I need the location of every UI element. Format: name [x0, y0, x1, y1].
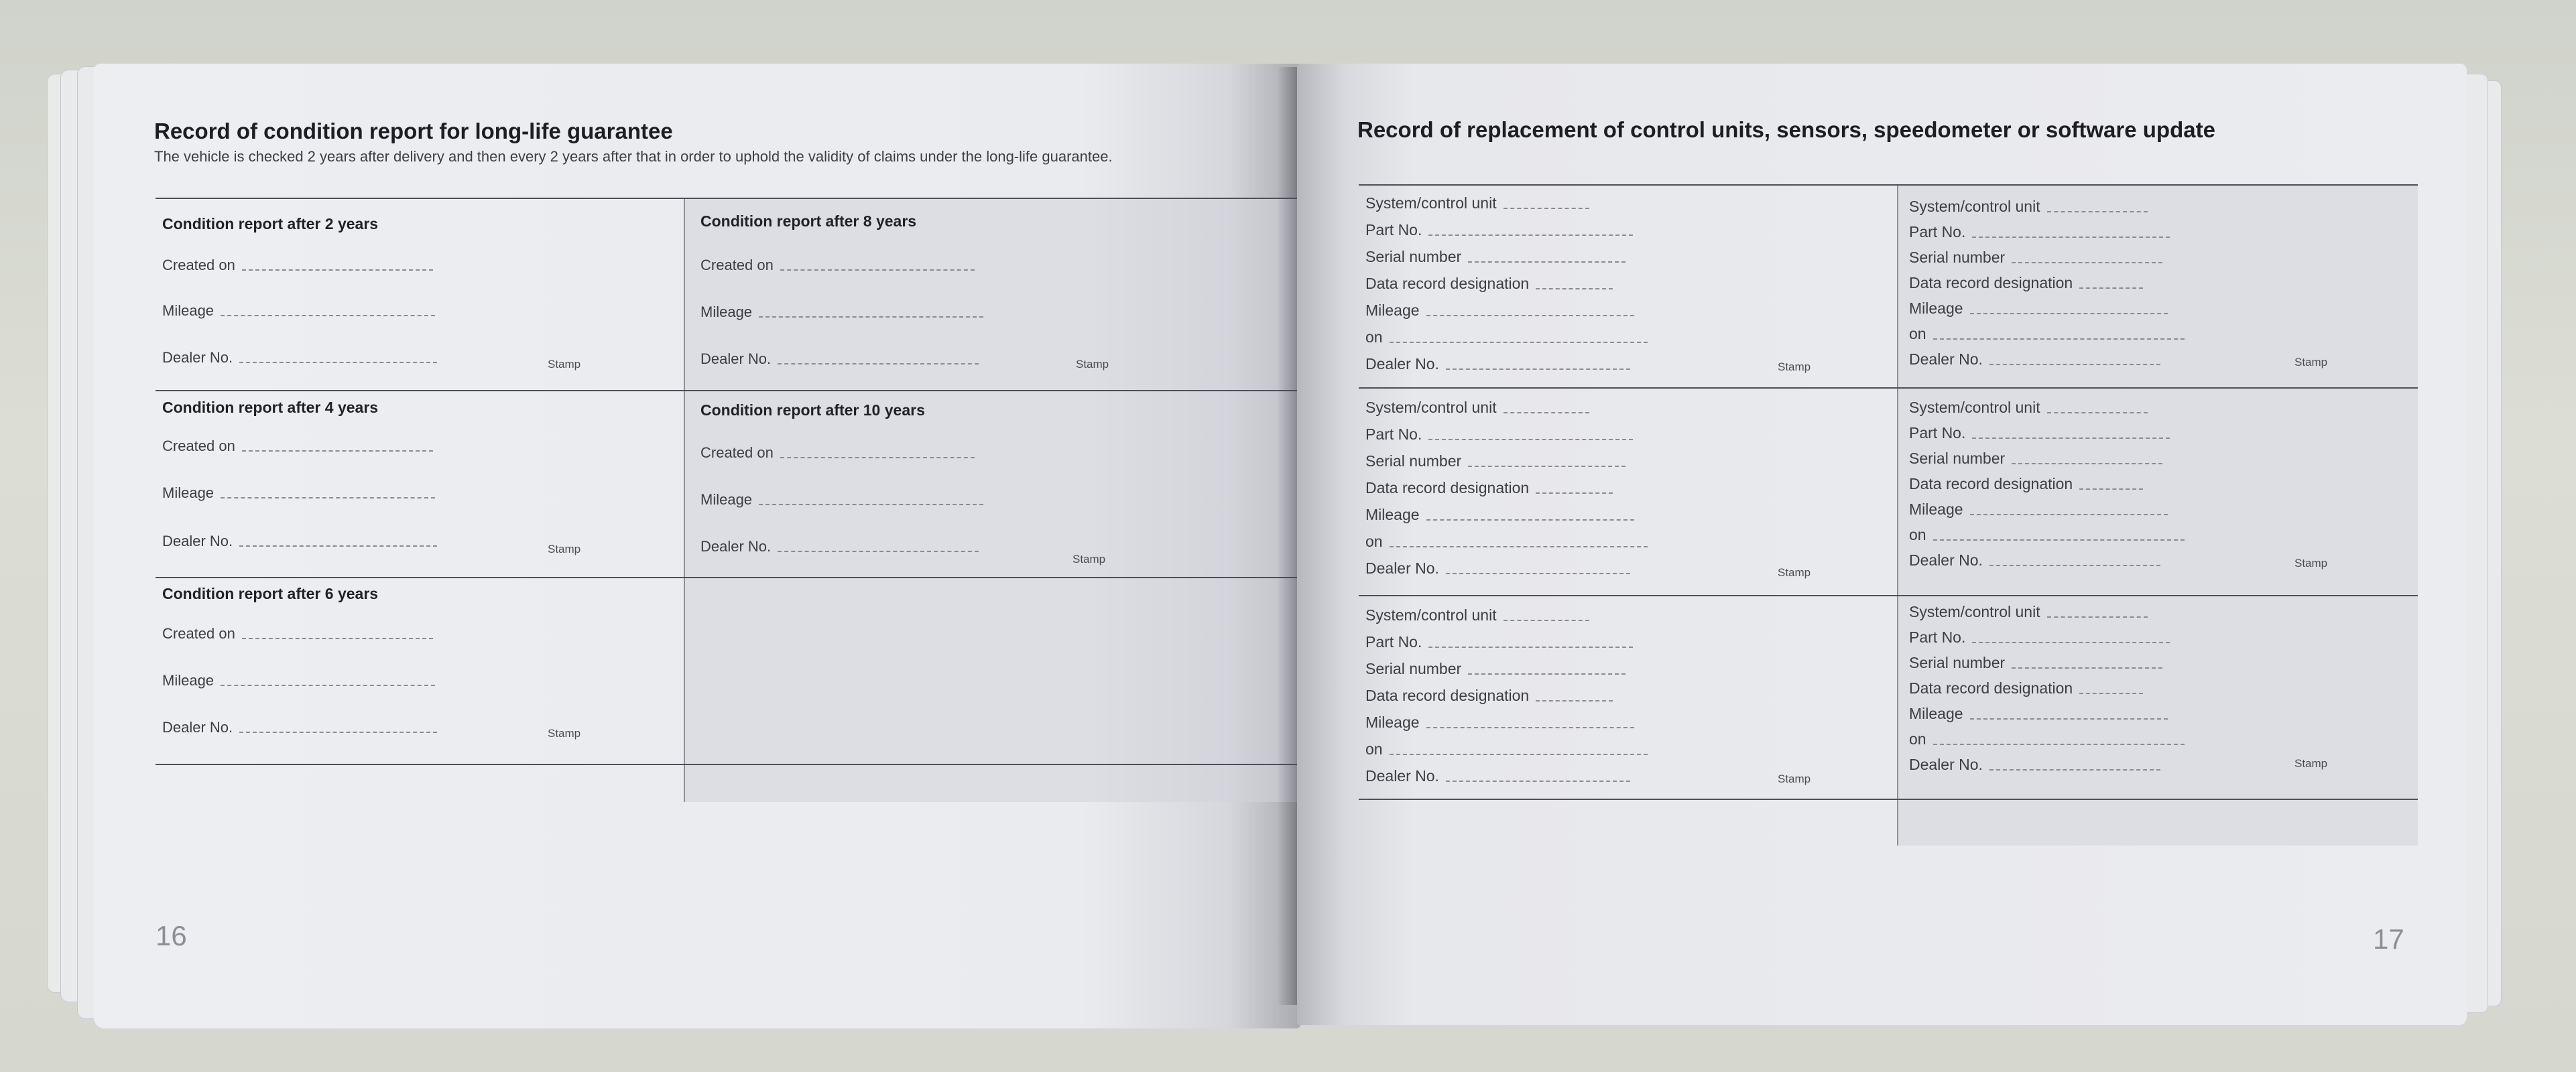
left-page-number: 16: [156, 920, 187, 951]
created-on-field[interactable]: [162, 438, 433, 455]
fill-line: [2047, 412, 2148, 413]
part-no-field[interactable]: [1909, 424, 2170, 442]
right-page-title: Record of replacement of control units, sensors, speedometer or software update: [1357, 117, 2215, 142]
field-label: Created on: [162, 438, 235, 454]
field-label: Serial number: [1365, 248, 1462, 265]
field-label: on: [1365, 740, 1383, 758]
field-label: Mileage: [1365, 506, 1420, 523]
created-on-field[interactable]: [162, 625, 433, 643]
field-label: Serial number: [1909, 249, 2006, 266]
fill-line: [1426, 519, 1634, 521]
fill-line: [1390, 546, 1648, 547]
field-label: Mileage: [162, 672, 214, 689]
data-record-designation-field[interactable]: [1365, 275, 1613, 293]
fill-line: [1933, 744, 2185, 745]
condition-report-4-years: [162, 399, 658, 566]
field-label: Dealer No.: [1909, 350, 1983, 368]
field-label: Dealer No.: [700, 538, 772, 555]
report-title: Condition report after 8 years: [700, 212, 917, 230]
on-date-field[interactable]: [1365, 533, 1648, 551]
fill-line: [2079, 488, 2143, 490]
condition-report-6-years: [162, 585, 658, 752]
field-label: Part No.: [1909, 223, 1966, 241]
fill-line: [2012, 667, 2162, 669]
on-date-field[interactable]: [1365, 328, 1648, 346]
right-page-number: 17: [2373, 923, 2404, 955]
fill-line: [1426, 315, 1634, 316]
replacement-record-5: [1365, 606, 1875, 791]
field-label: Part No.: [1365, 425, 1422, 443]
condition-report-10-years: [700, 401, 1223, 569]
serial-number-field[interactable]: [1909, 249, 2162, 267]
part-no-field[interactable]: [1909, 223, 2170, 241]
fill-line: [221, 315, 435, 316]
field-label: System/control unit: [1365, 399, 1497, 416]
stamp-label: Stamp: [548, 543, 581, 555]
fill-line: [242, 269, 433, 271]
system-control-unit-field[interactable]: [1909, 198, 2148, 216]
fill-line: [1446, 573, 1630, 574]
field-label: Created on: [162, 257, 235, 273]
records-row-rule-2: [1359, 595, 2418, 596]
field-label: Mileage: [700, 304, 753, 320]
replacement-record-2: [1909, 198, 2405, 382]
mileage-field[interactable]: [1365, 302, 1634, 320]
mileage-field[interactable]: [162, 484, 435, 502]
fill-line: [242, 638, 433, 639]
fill-line: [1970, 718, 2168, 720]
fill-line: [221, 685, 435, 686]
data-record-designation-field[interactable]: [1909, 679, 2143, 697]
field-label: Created on: [162, 625, 235, 642]
on-date-field[interactable]: [1365, 740, 1648, 758]
field-label: Serial number: [1909, 654, 2006, 671]
created-on-field[interactable]: [162, 257, 433, 274]
fill-line: [1390, 754, 1648, 755]
data-record-designation-field[interactable]: [1909, 274, 2143, 292]
field-label: Serial number: [1365, 452, 1462, 470]
replacement-record-4: [1909, 399, 2405, 583]
field-label: Mileage: [1365, 302, 1420, 319]
fill-line: [1468, 261, 1626, 263]
field-label: System/control unit: [1365, 606, 1497, 624]
fill-line: [239, 732, 437, 733]
field-label: Dealer No.: [1365, 767, 1439, 785]
fill-line: [1446, 368, 1630, 370]
fill-line: [1972, 438, 2170, 439]
fill-line: [1468, 673, 1626, 675]
part-no-field[interactable]: [1909, 628, 2170, 647]
field-label: Mileage: [162, 302, 214, 319]
field-label: on: [1909, 325, 1926, 342]
fill-line: [2047, 211, 2148, 212]
field-label: on: [1909, 526, 1926, 543]
mileage-field[interactable]: [1909, 500, 2168, 519]
field-label: Dealer No.: [1365, 355, 1439, 373]
field-label: Serial number: [1909, 450, 2006, 467]
serial-number-field[interactable]: [1909, 654, 2162, 672]
data-record-designation-field[interactable]: [1365, 479, 1613, 497]
fill-line: [1428, 647, 1633, 648]
field-label: Dealer No.: [1909, 756, 1983, 773]
form-column-divider: [684, 199, 685, 802]
serial-number-field[interactable]: [1365, 660, 1626, 678]
mileage-field[interactable]: [700, 304, 983, 321]
fill-line: [1536, 288, 1613, 289]
mileage-field[interactable]: [1909, 299, 2168, 318]
field-label: Serial number: [1365, 660, 1462, 677]
fill-line: [1989, 769, 2160, 770]
fill-line: [780, 457, 975, 458]
field-label: Dealer No.: [162, 533, 233, 549]
field-label: System/control unit: [1365, 194, 1497, 212]
field-label: Data record designation: [1909, 679, 2073, 697]
fill-line: [1933, 539, 2185, 541]
system-control-unit-field[interactable]: [1365, 606, 1589, 624]
replacement-record-3: [1365, 399, 1875, 583]
mileage-field[interactable]: [162, 302, 435, 320]
report-title: Condition report after 4 years: [162, 399, 379, 416]
serial-number-field[interactable]: [1365, 248, 1626, 266]
field-label: Mileage: [1909, 299, 1963, 317]
data-record-designation-field[interactable]: [1365, 687, 1613, 705]
fill-line: [1536, 700, 1613, 701]
fill-line: [1989, 565, 2160, 566]
form-bottom-rule: [156, 764, 1300, 765]
stamp-label: Stamp: [1778, 566, 1811, 579]
stamp-label: Stamp: [1778, 360, 1811, 373]
replacement-record-1: [1365, 194, 1875, 379]
report-title: Condition report after 10 years: [700, 401, 925, 419]
created-on-field[interactable]: [700, 444, 975, 462]
system-control-unit-field[interactable]: [1909, 399, 2148, 417]
field-label: Part No.: [1365, 633, 1422, 651]
mileage-field[interactable]: [1365, 506, 1634, 524]
field-label: Dealer No.: [162, 719, 233, 736]
stamp-label: Stamp: [2294, 557, 2328, 570]
fill-line: [1428, 234, 1633, 236]
dealer-no-field[interactable]: [1365, 767, 1630, 785]
left-page: [94, 64, 1300, 1028]
fill-line: [780, 269, 975, 271]
stamp-label: Stamp: [1778, 773, 1811, 785]
fill-line: [1970, 313, 2168, 314]
fill-line: [1426, 727, 1634, 728]
field-label: on: [1909, 730, 1926, 748]
fill-line: [1933, 338, 2185, 340]
stamp-label: Stamp: [548, 358, 581, 371]
fill-line: [1390, 342, 1648, 343]
stamp-label: Stamp: [548, 727, 581, 740]
field-label: Part No.: [1365, 221, 1422, 239]
mileage-field[interactable]: [700, 491, 983, 509]
field-label: on: [1365, 328, 1383, 346]
system-control-unit-field[interactable]: [1909, 603, 2148, 621]
stamp-label: Stamp: [2294, 757, 2328, 770]
fill-line: [1504, 208, 1589, 209]
fill-line: [2047, 616, 2148, 618]
fill-line: [759, 504, 983, 505]
system-control-unit-field[interactable]: [1365, 194, 1589, 212]
field-label: Part No.: [1909, 628, 1966, 646]
part-no-field[interactable]: [1365, 633, 1633, 651]
dealer-no-field[interactable]: [1365, 559, 1630, 578]
dealer-no-field[interactable]: [162, 719, 437, 736]
stamp-label: Stamp: [2294, 356, 2328, 368]
fill-line: [759, 316, 983, 318]
on-date-field[interactable]: [1909, 325, 2185, 343]
fill-line: [778, 551, 979, 552]
fill-line: [1504, 412, 1589, 413]
replacement-record-6: [1909, 603, 2405, 787]
on-date-field[interactable]: [1909, 730, 2185, 748]
field-label: Dealer No.: [162, 349, 233, 366]
dealer-no-field[interactable]: [1909, 350, 2160, 368]
field-label: Data record designation: [1909, 475, 2073, 492]
data-record-designation-field[interactable]: [1909, 475, 2143, 493]
report-title: Condition report after 2 years: [162, 215, 379, 232]
records-column-divider: [1897, 186, 1898, 846]
fill-line: [1428, 439, 1633, 440]
records-row-rule-1: [1359, 387, 2418, 389]
fill-line: [1972, 642, 2170, 643]
left-page-title: Record of condition report for long-life guarantee: [154, 119, 673, 143]
form-row-rule-1: [156, 390, 1300, 391]
mileage-field[interactable]: [1365, 714, 1634, 732]
fill-line: [778, 363, 979, 364]
created-on-field[interactable]: [700, 257, 975, 274]
field-label: on: [1365, 533, 1383, 550]
right-page: [1297, 64, 2467, 1025]
dealer-no-field[interactable]: [1909, 551, 2160, 570]
field-label: Mileage: [1365, 714, 1420, 731]
fill-line: [1468, 466, 1626, 467]
fill-line: [2079, 693, 2143, 694]
fill-line: [242, 450, 433, 452]
form-row-rule-2: [156, 577, 1300, 578]
stamp-label: Stamp: [1072, 553, 1106, 565]
stamp-label: Stamp: [1076, 358, 1109, 371]
dealer-no-field[interactable]: [700, 538, 979, 555]
field-label: Data record designation: [1365, 687, 1530, 704]
dealer-no-field[interactable]: [700, 350, 979, 368]
fill-line: [2012, 463, 2162, 464]
left-page-subtitle: The vehicle is checked 2 years after delivery and then every 2 years after that in order to uphold the validity of claims under the long-life guarantee.: [154, 148, 1113, 165]
field-label: Mileage: [162, 484, 214, 501]
dealer-no-field[interactable]: [162, 533, 437, 550]
field-label: Created on: [700, 257, 774, 273]
condition-report-8-years: [700, 212, 1223, 380]
field-label: Data record designation: [1909, 274, 2073, 291]
part-no-field[interactable]: [1365, 425, 1633, 444]
fill-line: [2079, 287, 2143, 289]
condition-report-2-years: [162, 215, 658, 383]
records-bottom-rule: [1359, 799, 2418, 800]
mileage-field[interactable]: [1909, 705, 2168, 723]
fill-line: [1989, 364, 2160, 365]
field-label: Dealer No.: [1365, 559, 1439, 577]
field-label: Mileage: [1909, 705, 1963, 722]
dealer-no-field[interactable]: [1365, 355, 1630, 373]
field-label: Dealer No.: [700, 350, 772, 367]
report-title: Condition report after 6 years: [162, 585, 379, 602]
fill-line: [1972, 237, 2170, 238]
fill-line: [1970, 514, 2168, 515]
fill-line: [1536, 492, 1613, 494]
field-label: Data record designation: [1365, 275, 1530, 292]
mileage-field[interactable]: [162, 672, 435, 689]
fill-line: [1504, 620, 1589, 621]
serial-number-field[interactable]: [1909, 450, 2162, 468]
field-label: Data record designation: [1365, 479, 1530, 496]
field-label: Created on: [700, 444, 774, 461]
field-label: System/control unit: [1909, 399, 2040, 416]
field-label: System/control unit: [1909, 198, 2040, 215]
field-label: Part No.: [1909, 424, 1966, 442]
fill-line: [239, 545, 437, 547]
field-label: Dealer No.: [1909, 551, 1983, 569]
system-control-unit-field[interactable]: [1365, 399, 1589, 417]
fill-line: [221, 497, 435, 498]
field-label: System/control unit: [1909, 603, 2040, 620]
on-date-field[interactable]: [1909, 526, 2185, 544]
dealer-no-field[interactable]: [162, 349, 437, 366]
fill-line: [2012, 262, 2162, 263]
field-label: Mileage: [1909, 500, 1963, 518]
serial-number-field[interactable]: [1365, 452, 1626, 470]
dealer-no-field[interactable]: [1909, 756, 2160, 774]
fill-line: [1446, 781, 1630, 782]
part-no-field[interactable]: [1365, 221, 1633, 239]
field-label: Mileage: [700, 491, 753, 508]
fill-line: [239, 362, 437, 363]
